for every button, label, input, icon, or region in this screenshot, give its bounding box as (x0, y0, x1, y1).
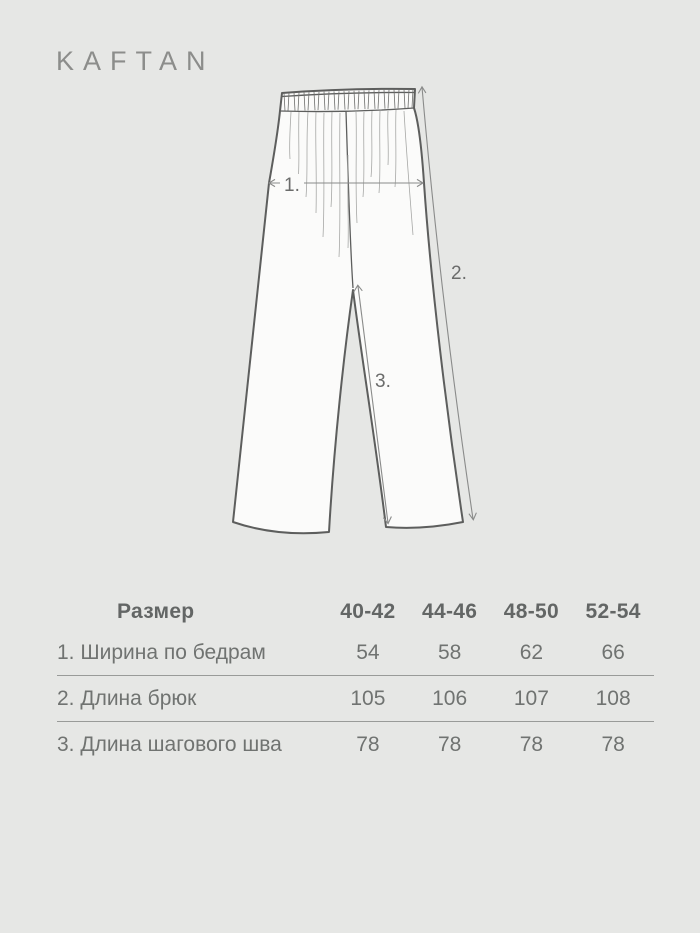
cell-value: 78 (437, 732, 462, 756)
cell-value: 58 (437, 640, 462, 664)
size-column-header: 52-54 (585, 600, 641, 623)
cell-value: 106 (432, 686, 468, 710)
table-header-row (57, 594, 654, 630)
table-row-length (57, 675, 654, 721)
brand-logo: KAFTAN (56, 46, 215, 76)
measure-label-1: 1. (284, 175, 300, 196)
cell-value: 78 (356, 732, 380, 756)
cell-value: 105 (350, 686, 386, 710)
cell-value: 78 (601, 732, 625, 756)
size-column-header: 44-46 (422, 600, 478, 623)
size-column-header: 40-42 (340, 600, 396, 623)
pants-diagram (225, 85, 495, 575)
cell-value: 107 (513, 686, 549, 710)
table-row-hip-width (57, 630, 654, 675)
measure-label-2: 2. (451, 263, 467, 284)
cell-value: 66 (601, 640, 625, 664)
table-row-inseam (57, 721, 654, 767)
measure-label-3: 3. (375, 371, 391, 392)
table-header-size-label: Размер (117, 600, 195, 623)
cell-value: 62 (519, 640, 544, 664)
row-label: 3. Длина шагового шва (57, 732, 282, 756)
size-column-header: 48-50 (503, 600, 559, 623)
cell-value: 108 (595, 686, 631, 710)
row-label: 2. Длина брюк (57, 686, 197, 710)
cell-value: 78 (519, 732, 544, 756)
row-label: 1. Ширина по бедрам (57, 640, 266, 664)
cell-value: 54 (356, 640, 380, 664)
size-table (57, 594, 654, 767)
